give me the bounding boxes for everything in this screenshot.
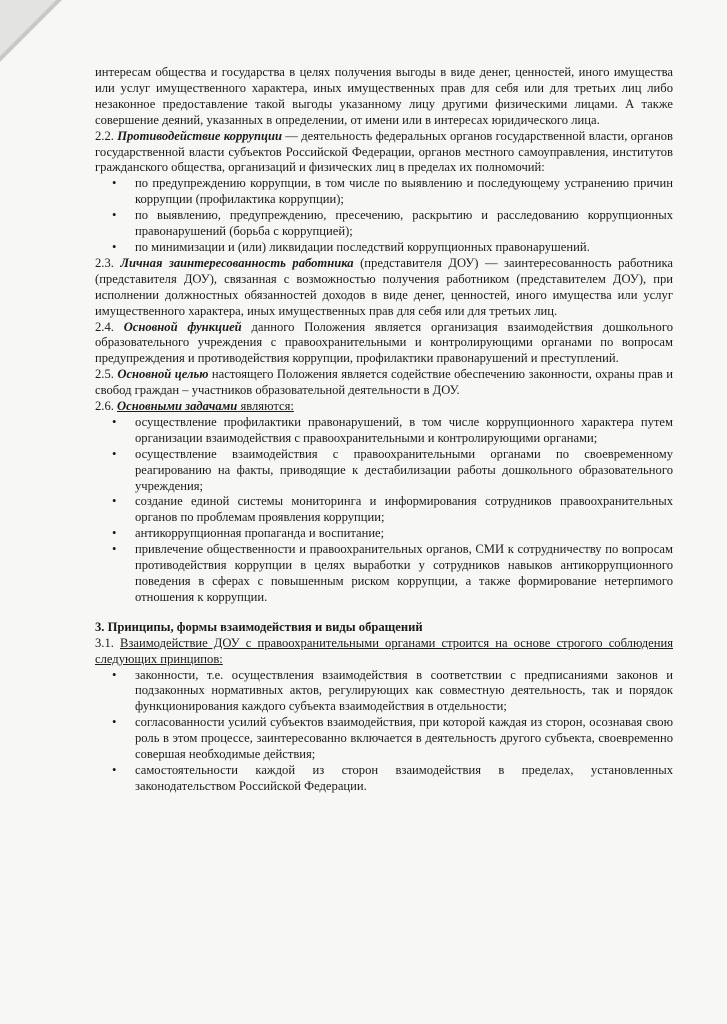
list-item: • антикоррупционная пропаганда и воспитание; bbox=[95, 526, 673, 542]
list-item: • создание единой системы мониторинга и информирования сотрудников правоохранительных органов по проблемам проявления коррупции; bbox=[95, 494, 673, 526]
clause-term: Основной целью bbox=[117, 367, 209, 382]
clause-2-4 bbox=[95, 320, 673, 368]
list-item: • осуществление взаимодействия с правоохранительными органами по своевременному реагированию на факты, приводящие к дестабилизации работы дошкольного образовательного учреждения; bbox=[95, 447, 673, 495]
folded-corner-inner bbox=[0, 0, 56, 56]
clause-term: Основными задачами bbox=[117, 399, 238, 414]
clause-number: 2.5. bbox=[95, 367, 114, 382]
clause-3-1-list bbox=[95, 668, 673, 795]
clause-text: являются: bbox=[237, 399, 294, 414]
clause-lead: Взаимодействие ДОУ с правоохранительными органами строится на основе строгого соблюдения следующих принципов: bbox=[95, 635, 673, 666]
clause-text: — деятельность федеральных органов государственной власти, органов государственной власти субъектов Российской Федерации, органов местного самоуправления, институтов гражданского общества, организаций и физических лиц в пределах их полномочий: bbox=[95, 128, 673, 175]
clause-2-6-list bbox=[95, 415, 673, 606]
list-item: • привлечение общественности и правоохранительных органов, СМИ к сотрудничеству по вопросам противодействия коррупции в целях выработки у сотрудников навыков антикоррупционного поведения в сферах с повышенным риском коррупции, а также формирование нетерпимого отношения к коррупции. bbox=[95, 542, 673, 606]
clause-2-3 bbox=[95, 256, 673, 320]
list-item: • осуществление профилактики правонарушений, в том числе коррупционного характера путем организации взаимодействия с правоохранительными и контролирующими органами; bbox=[95, 415, 673, 447]
clause-3-1 bbox=[95, 636, 673, 668]
list-item: • законности, т.е. осуществления взаимодействия в соответствии с предписаниями законов и подзаконных нормативных актов, регулирующих как совместную деятельность, так и порядок функционирования каждого субъекта взаимодействия в отдельности; bbox=[95, 668, 673, 716]
clause-text: (представителя ДОУ) — заинтересованность работника (представителя ДОУ), связанная с возможностью получения работником (представителем ДОУ), при исполнении должностных обязанностей доходов в виде денег, ценностей, иного имущества или услуг имущественного характера, иных имущественных прав для себя или для третьих лиц. bbox=[95, 255, 673, 318]
document-page bbox=[95, 65, 673, 795]
clause-term: Личная заинтересованность работника bbox=[120, 255, 354, 270]
clause-term: Основной функцией bbox=[123, 319, 242, 334]
clause-2-5 bbox=[95, 367, 673, 399]
list-item: • самостоятельности каждой из сторон взаимодействия в пределах, установленных законодательством Российской Федерации. bbox=[95, 763, 673, 795]
clause-number: 2.3. bbox=[95, 255, 114, 270]
clause-number: 2.4. bbox=[95, 319, 114, 334]
list-item: • по минимизации и (или) ликвидации последствий коррупционных правонарушений. bbox=[95, 240, 673, 256]
clause-text: настоящего Положения является содействие обеспечению законности, охраны прав и свобод граждан – участников образовательной деятельности в ДОУ. bbox=[95, 367, 673, 398]
clause-number: 2.2. bbox=[95, 128, 114, 143]
section-3-heading: 3. Принципы, формы взаимодействия и виды обращений bbox=[95, 619, 423, 634]
clause-2-2-list bbox=[95, 176, 673, 256]
clause-text: данного Положения является организация взаимодействия дошкольного образовательного учреждения с правоохранительными и контролирующими органами по вопросам предупреждения и противодействия коррупции, профилактики правонарушений и преступлений. bbox=[95, 319, 673, 366]
list-item: • согласованности усилий субъектов взаимодействия, при которой каждая из сторон, осознавая свою роль в этом процессе, заинтересованно включается в деятельность другого субъекта, своевременно совершая необходимые действия; bbox=[95, 715, 673, 763]
clause-2-6 bbox=[95, 399, 673, 415]
list-item: • по выявлению, предупреждению, пресечению, раскрытию и расследованию коррупционных правонарушений (борьба с коррупцией); bbox=[95, 208, 673, 240]
intro-paragraph: интересам общества и государства в целях получения выгоды в виде денег, ценностей, иного имущества или услуг имущественного характера, иных имущественных прав для себя или для третьих лиц либо незаконное предоставление такой выгоды указанному лицу другими физическими лицами. А также совершение деяний, указанных в определении, от имени или в интересах юридического лица. bbox=[95, 65, 673, 127]
clause-term: Противодействие коррупции bbox=[117, 128, 282, 143]
clause-number: 2.6. bbox=[95, 399, 114, 414]
list-item: • по предупреждению коррупции, в том числе по выявлению и последующему устранению причин коррупции (профилактика коррупции); bbox=[95, 176, 673, 208]
clause-number: 3.1. bbox=[95, 635, 114, 650]
clause-2-2 bbox=[95, 129, 673, 177]
